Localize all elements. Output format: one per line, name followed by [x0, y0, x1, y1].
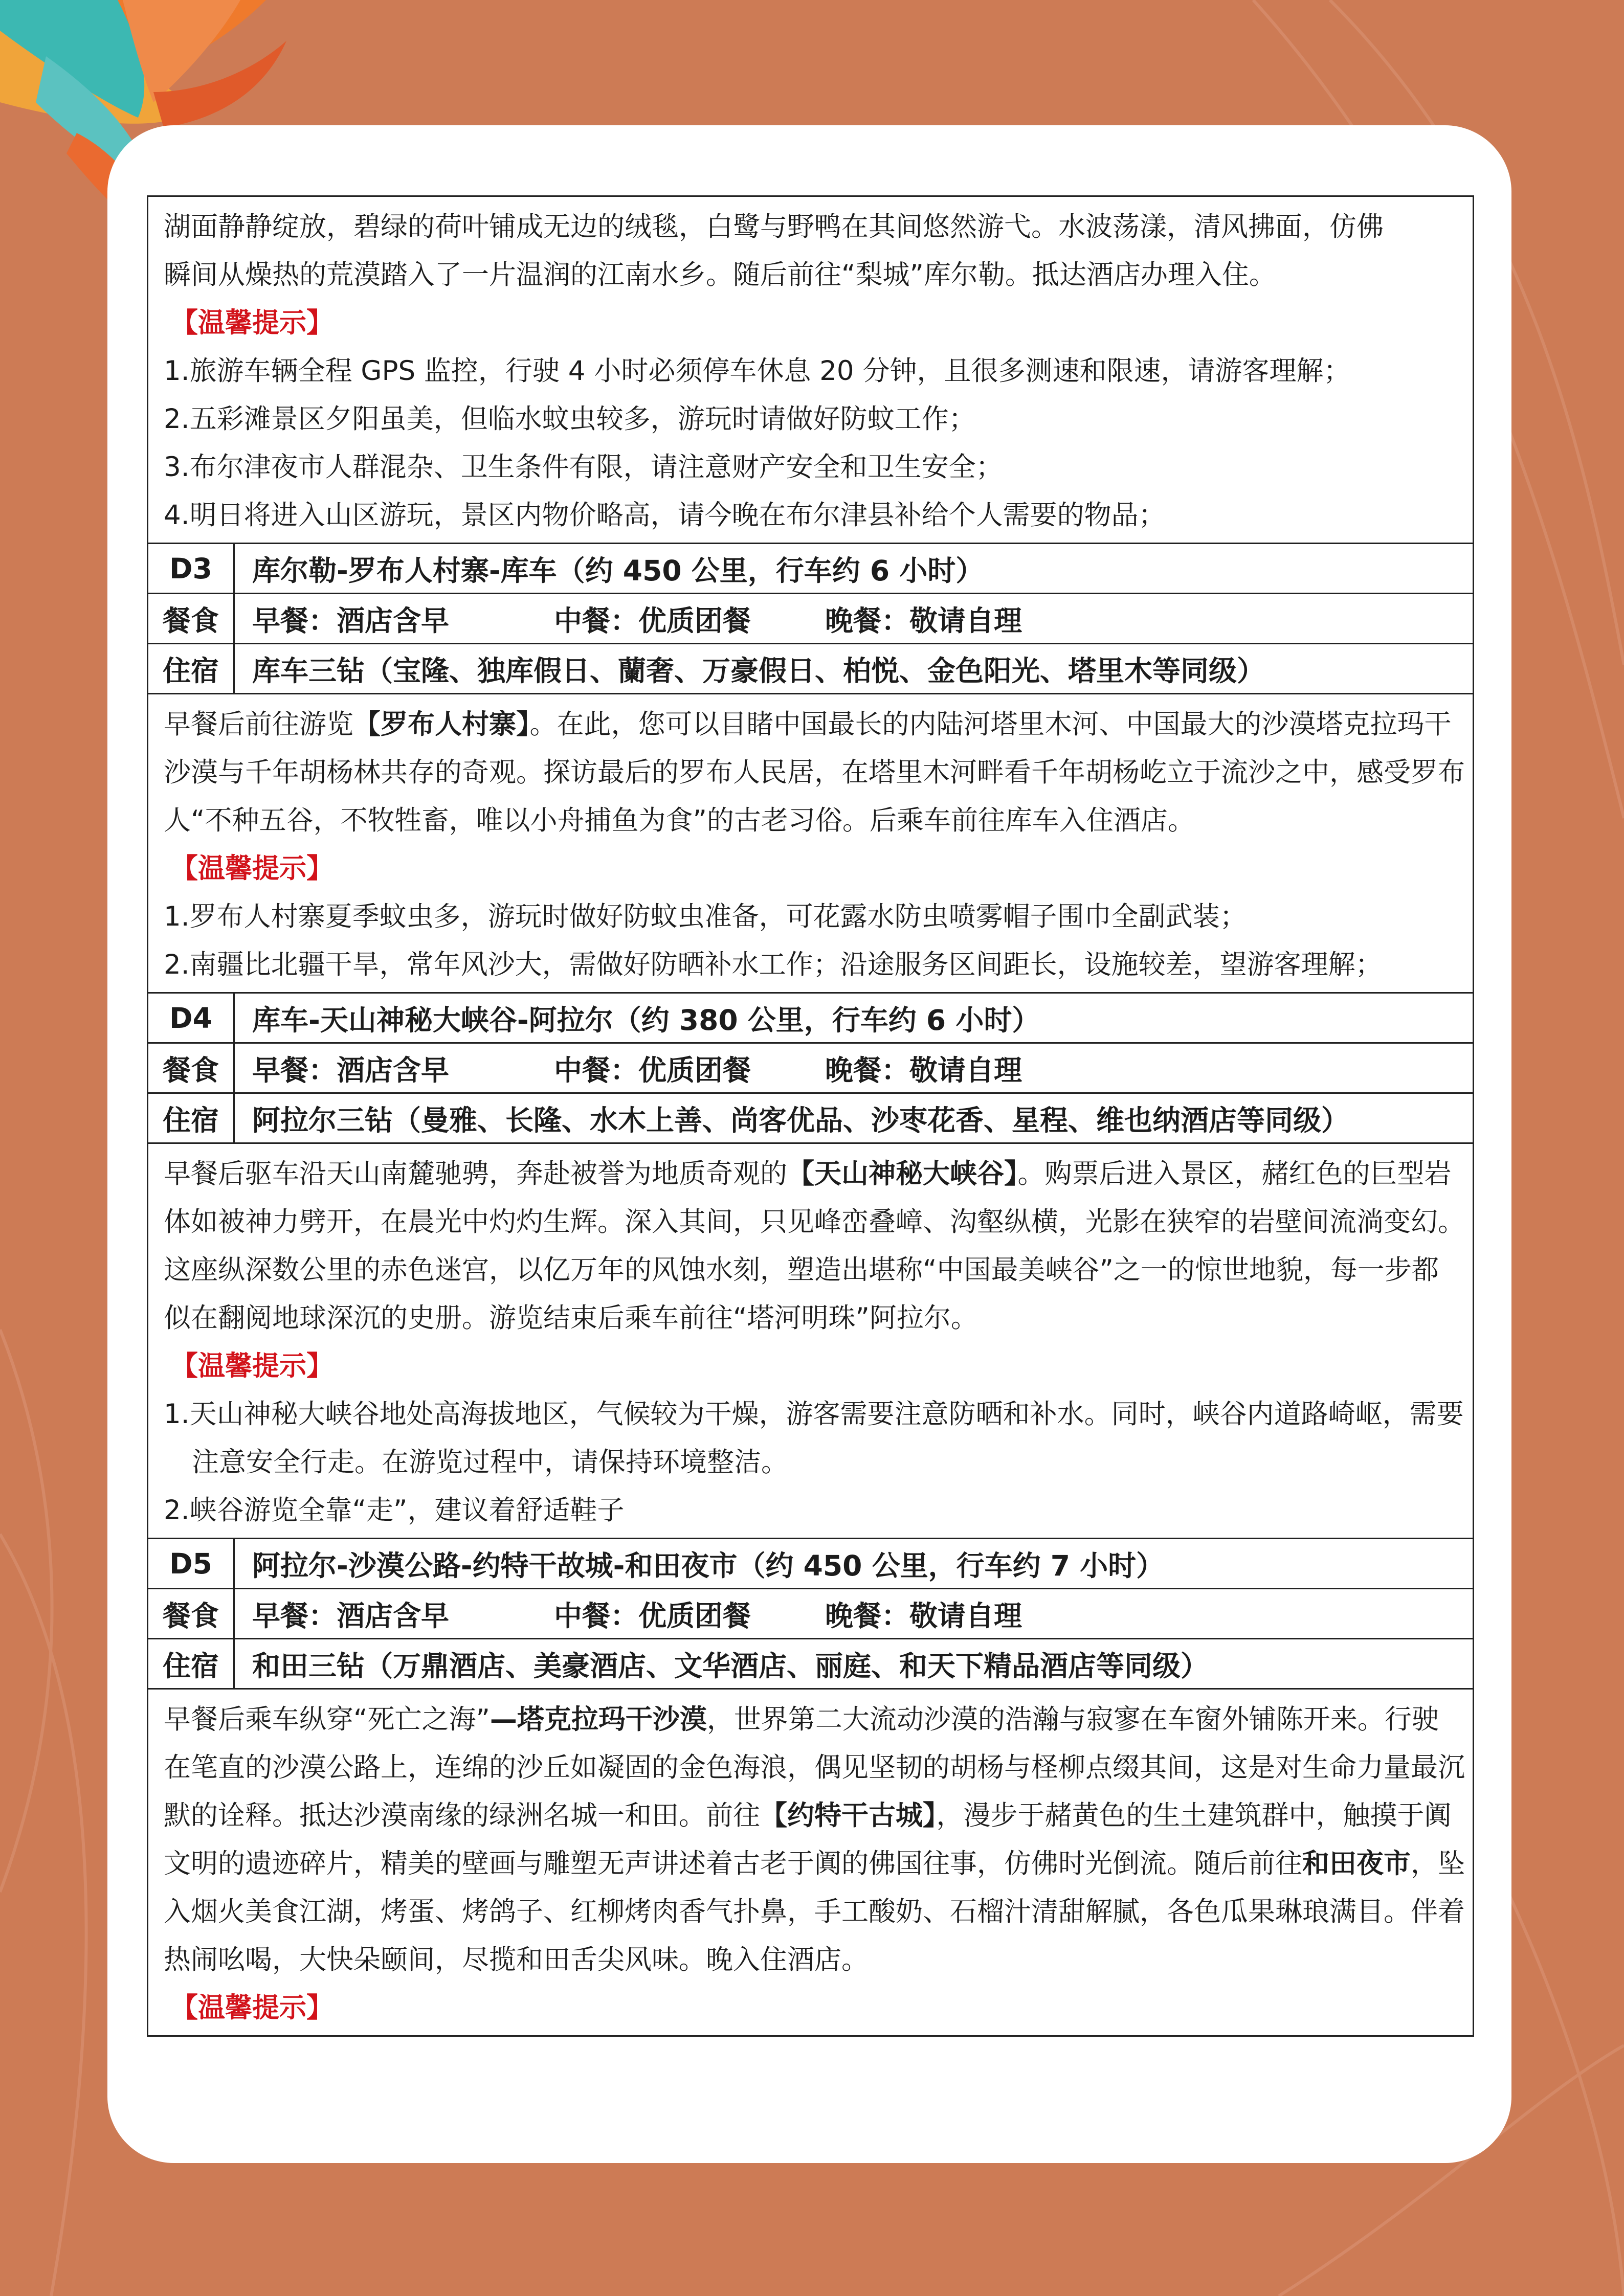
day-description	[148, 1688, 1473, 2035]
attraction-name: 【天山神秘大峡谷】	[787, 1158, 1018, 1189]
day-header-row	[148, 1538, 1473, 1588]
top-section	[148, 197, 1473, 543]
hotel-label: 住宿	[148, 1094, 235, 1142]
day-header-row	[148, 992, 1473, 1042]
hotel-name: 库车三钻（宝隆、独库假日、蘭奢、万豪假日、柏悦、金色阳光、塔里木等同级）	[252, 655, 1265, 687]
lunch: 中餐：优质团餐	[554, 604, 751, 637]
hotel-name: 阿拉尔三钻（曼雅、长隆、水木上善、尚客优品、沙枣花香、星程、维也纳酒店等同级）	[252, 1104, 1350, 1137]
breakfast: 早餐：酒店含早	[252, 1600, 450, 1632]
description-text: 早餐后前往游览【罗布人村寨】。在此，您可以目睹中国最长的内陆河塔里木河、中国最大的沙漠塔克拉玛干沙漠与千年胡杨林共存的奇观。探访最后的罗布人民居，在塔里木河畔看千年胡杨屹立于流沙之中，感受罗布人“不种五谷，不牧牲畜，唯以小舟捕鱼为食”的古老习俗。后乘车前往库车入住酒店。	[164, 709, 1465, 836]
meals-row	[148, 593, 1473, 643]
tip-title: 【温馨提示】	[171, 307, 333, 339]
tip-title: 【温馨提示】	[171, 853, 333, 884]
day-header-row	[148, 543, 1473, 593]
breakfast: 早餐：酒店含早	[252, 1054, 450, 1087]
attraction-name: 【约特干古城】	[760, 1800, 937, 1831]
night-market-name: 和田夜市	[1302, 1848, 1411, 1879]
tip-item: 1.旅游车辆全程 GPS 监控，行驶 4 小时必须停车休息 20 分钟，且很多测速和限速，请游客理解；	[164, 355, 1351, 387]
day-label: D3	[148, 544, 235, 593]
hotel-row	[148, 1638, 1473, 1688]
hotel-row	[148, 643, 1473, 693]
tip-title: 【温馨提示】	[171, 1350, 333, 1382]
day-label: D5	[148, 1539, 235, 1588]
meals-label: 餐食	[148, 594, 235, 643]
description-line: 湖面静静绽放，碧绿的荷叶铺成无边的绒毯，白鹭与野鸭在其间悠然游弋。水波荡漾，清风拂面，仿佛	[164, 211, 1384, 242]
day-route: 库尔勒-罗布人村寨-库车（约 450 公里，行车约 6 小时）	[252, 554, 984, 587]
hotel-row	[148, 1092, 1473, 1142]
breakfast: 早餐：酒店含早	[252, 604, 450, 637]
day-route: 库车-天山神秘大峡谷-阿拉尔（约 380 公里，行车约 6 小时）	[252, 1004, 1040, 1037]
day-route: 阿拉尔-沙漠公路-约特干故城-和田夜市（约 450 公里，行车约 7 小时）	[252, 1549, 1165, 1582]
day-label: D4	[148, 994, 235, 1042]
desert-name: —塔克拉玛干沙漠	[490, 1704, 707, 1735]
tip-item: 2.峡谷游览全靠“走”，建议着舒适鞋子	[164, 1495, 625, 1526]
description-line: 瞬间从燥热的荒漠踏入了一片温润的江南水乡。随后前往“梨城”库尔勒。抵达酒店办理入住。	[164, 259, 1276, 290]
day-description	[148, 1142, 1473, 1538]
tip-title: 【温馨提示】	[171, 1992, 333, 2023]
itinerary-table	[147, 195, 1474, 2037]
tip-item: 1.天山神秘大峡谷地处高海拔地区，气候较为干燥，游客需要注意防晒和补水。同时，峡谷内道路崎岖，需要注意安全行走。在游览过程中，请保持环境整洁。	[164, 1399, 1464, 1478]
hotel-name: 和田三钻（万鼎酒店、美豪酒店、文华酒店、丽庭、和天下精品酒店等同级）	[252, 1650, 1209, 1682]
dinner: 晚餐：敬请自理	[825, 604, 1022, 637]
description-text: 早餐后乘车纵穿“死亡之海”—塔克拉玛干沙漠，世界第二大流动沙漠的浩瀚与寂寥在车窗外铺陈开来。行驶在笔直的沙漠公路上，连绵的沙丘如凝固的金色海浪，偶见坚韧的胡杨与柽柳点缀其间，这是对生命力量最沉默的诠释。抵达沙漠南缘的绿洲名城一和田。前往【约特干古城】，漫步于赭黄色的生土建筑群中，触摸于阗文明的遗迹碎片，精美的壁画与雕塑无声讲述着古老于阗的佛国往事，仿佛时光倒流。随后前往和田夜市，坠入烟火美食江湖，烤蛋、烤鸽子、红柳烤肉香气扑鼻，手工酸奶、石榴汁清甜解腻，各色瓜果琳琅满目。伴着热闹吆喝，大快朵颐间，尽揽和田舌尖风味。晚入住酒店。	[164, 1704, 1465, 1975]
meals-label: 餐食	[148, 1044, 235, 1092]
tip-item: 1.罗布人村寨夏季蚊虫多，游玩时做好防蚊虫准备，可花露水防虫喷雾帽子围巾全副武装；	[164, 901, 1247, 932]
hotel-label: 住宿	[148, 644, 235, 693]
lunch: 中餐：优质团餐	[554, 1054, 751, 1087]
attraction-name: 【罗布人村寨】	[353, 709, 530, 740]
description-text: 早餐后驱车沿天山南麓驰骋，奔赴被誉为地质奇观的【天山神秘大峡谷】。购票后进入景区，赭红色的巨型岩体如被神力劈开，在晨光中灼灼生辉。深入其间，只见峰峦叠嶂、沟壑纵横，光影在狭窄的岩壁间流淌变幻。这座纵深数公里的赤色迷宫，以亿万年的风蚀水刻，塑造出堪称“中国最美峡谷”之一的惊世地貌，每一步都似在翻阅地球深沉的史册。游览结束后乘车前往“塔河明珠”阿拉尔。	[164, 1158, 1465, 1334]
dinner: 晚餐：敬请自理	[825, 1054, 1022, 1087]
meals-row	[148, 1042, 1473, 1092]
hotel-label: 住宿	[148, 1639, 235, 1688]
dinner: 晚餐：敬请自理	[825, 1600, 1022, 1632]
meals-row	[148, 1588, 1473, 1638]
tip-item: 4.明日将进入山区游玩，景区内物价略高，请今晚在布尔津县补给个人需要的物品；	[164, 500, 1166, 531]
lunch: 中餐：优质团餐	[554, 1600, 751, 1632]
day-description	[148, 693, 1473, 992]
tip-item: 3.布尔津夜市人群混杂、卫生条件有限，请注意财产安全和卫生安全；	[164, 452, 1003, 483]
meals-label: 餐食	[148, 1589, 235, 1638]
tip-item: 2.南疆比北疆干旱，常年风沙大，需做好防晒补水工作；沿途服务区间距长，设施较差，望游客理解；	[164, 949, 1383, 980]
tip-item: 2.五彩滩景区夕阳虽美，但临水蚊虫较多，游玩时请做好防蚊工作；	[164, 403, 976, 435]
